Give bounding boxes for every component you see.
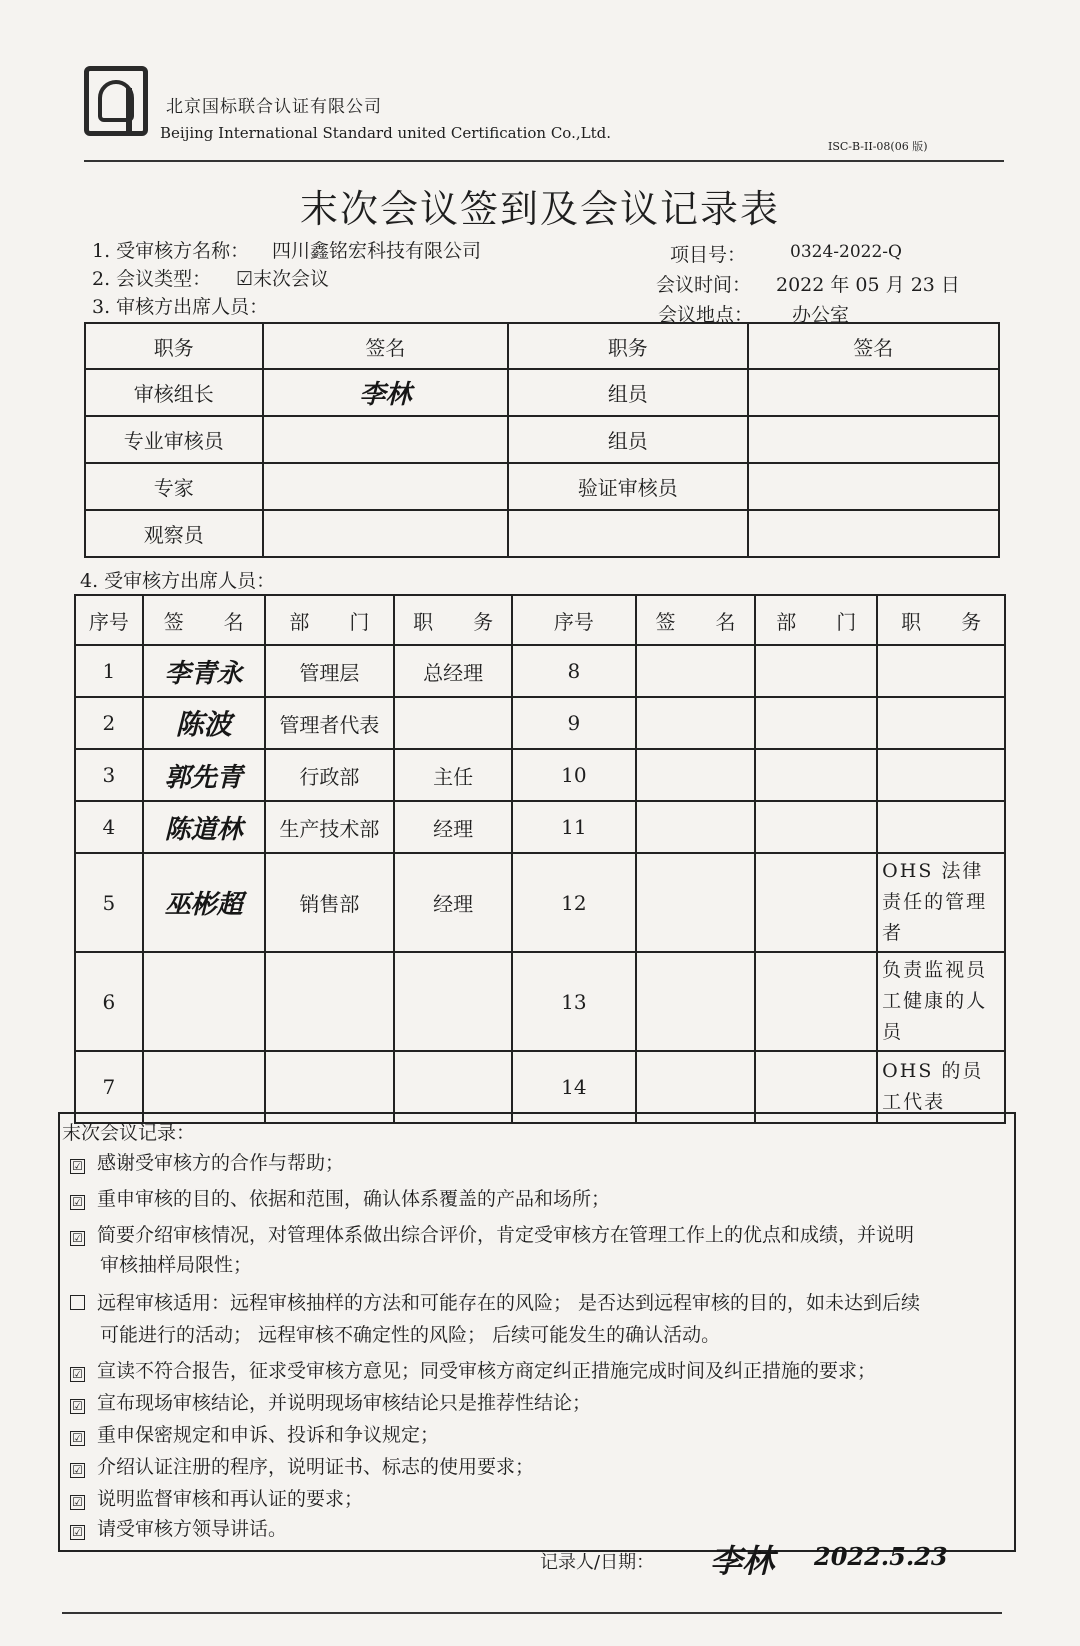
row-number: 8 [512,645,636,697]
table-row [75,853,1005,952]
note-item [70,1484,363,1514]
department-cell [755,853,877,952]
signature-cell [636,801,756,853]
row-number: 14 [512,1051,636,1123]
signature-cell [263,416,508,463]
role-cell: 组员 [508,416,747,463]
footer-divider [62,1612,1002,1614]
signature-cell [143,952,265,1051]
row-number: 9 [512,697,636,749]
checkbox-icon[interactable] [70,1295,85,1310]
header-department: 部 门 [755,595,877,645]
position-cell [394,952,512,1051]
role-cell: 观察员 [85,510,263,557]
position-cell [877,645,1005,697]
company-name-cn: 北京国标联合认证有限公司 [166,97,382,117]
department-cell [755,749,877,801]
meeting-type-value: ☑末次会议 [236,268,330,290]
project-number-label: 项目号： [670,244,747,266]
table-row [75,952,1005,1051]
note-item [70,1514,287,1544]
role-cell: 组员 [508,369,747,416]
position-cell [394,697,512,749]
header-divider [84,160,1004,162]
document-code: ISC-B-II-08(06 版) [828,140,928,153]
page-title: 末次会议签到及会议记录表 [300,187,781,231]
header-signature: 签名 [748,323,999,369]
meeting-place-value: 办公室 [792,304,850,326]
certification-logo-icon [84,66,148,136]
auditee-attendees-label: 4. 受审核方出席人员： [80,570,276,592]
note-item [70,1388,591,1418]
position-cell [877,801,1005,853]
position-cell: OHS 的员工代表 [877,1051,1005,1123]
position-cell: OHS 法律责任的管理者 [877,853,1005,952]
signature-cell [636,645,756,697]
signature-cell: 李青永 [143,645,265,697]
recorder-date: 2022.5.23 [814,1542,948,1571]
signature-cell [748,463,999,510]
signature-cell: 郭先青 [143,749,265,801]
department-cell [755,952,877,1051]
signature-cell: 陈道林 [143,801,265,853]
table-header-row [85,323,999,369]
position-cell [877,697,1005,749]
signature-cell [748,416,999,463]
row-number: 5 [75,853,143,952]
role-cell: 审核组长 [85,369,263,416]
row-number: 7 [75,1051,143,1123]
header-department: 部 门 [265,595,395,645]
department-cell: 生产技术部 [265,801,395,853]
signature-cell: 李林 [263,369,508,416]
header-no: 序号 [75,595,143,645]
recorder-date-label: 记录人/日期： [540,1552,655,1573]
note-text: 宣布现场审核结论，并说明现场审核结论只是推荐性结论； [97,1392,592,1414]
header-signature: 签 名 [143,595,265,645]
checkbox-icon[interactable]: ☑ [70,1495,85,1510]
note-item [70,1220,914,1250]
note-text: 远程审核适用：远程审核抽样的方法和可能存在的风险； 是否达到远程审核的目的，如未达到后续 [97,1292,921,1314]
row-number: 13 [512,952,636,1051]
signature-cell: 陈波 [143,697,265,749]
project-number-value: 0324-2022-Q [790,242,902,262]
signature-cell: 巫彬超 [143,853,265,952]
header-signature: 签 名 [636,595,756,645]
note-text: 重申保密规定和申诉、投诉和争议规定； [97,1424,440,1446]
table-row [75,697,1005,749]
checkbox-icon[interactable]: ☑ [70,1463,85,1478]
table-row [75,749,1005,801]
signature-cell [263,510,508,557]
note-text: 重申审核的目的、依据和范围，确认体系覆盖的产品和场所； [97,1188,611,1210]
note-text: 请受审核方领导讲话。 [97,1518,288,1540]
row-number: 10 [512,749,636,801]
note-text: 简要介绍审核情况，对管理体系做出综合评价，肯定受审核方在管理工作上的优点和成绩，并说明 [97,1224,915,1246]
signature-cell [263,463,508,510]
meeting-time-value: 2022 年 05 月 23 日 [776,274,960,296]
meeting-type-label: 2. 会议类型： [92,268,212,290]
row-number: 11 [512,801,636,853]
auditor-attendees-label: 3. 审核方出席人员： [92,296,269,318]
note-item-continued: 审核抽样局限性； [100,1254,253,1276]
note-item [70,1420,439,1450]
checkbox-icon[interactable]: ☑ [70,1431,85,1446]
note-item [70,1148,344,1178]
checkbox-icon[interactable]: ☑ [70,1231,85,1246]
department-cell [755,645,877,697]
signature-cell [748,510,999,557]
note-text: 说明监督审核和再认证的要求； [97,1488,364,1510]
role-cell: 专家 [85,463,263,510]
checkbox-icon[interactable]: ☑ [70,1159,85,1174]
note-item [70,1356,876,1386]
row-number: 12 [512,853,636,952]
department-cell [265,952,395,1051]
note-text: 宣读不符合报告，征求受审核方意见；同受审核方商定纠正措施完成时间及纠正措施的要求； [97,1360,877,1382]
meeting-time-label: 会议时间： [656,274,752,296]
row-number: 6 [75,952,143,1051]
recorder-signature: 李林 [710,1542,775,1580]
checkbox-icon[interactable]: ☑ [70,1195,85,1210]
row-number: 1 [75,645,143,697]
checkbox-icon[interactable]: ☑ [70,1399,85,1414]
department-cell [755,801,877,853]
position-cell: 负责监视员工健康的人员 [877,952,1005,1051]
position-cell: 经理 [394,853,512,952]
checkbox-icon[interactable]: ☑ [70,1525,85,1540]
role-cell [508,510,747,557]
note-text: 介绍认证注册的程序，说明证书、标志的使用要求； [97,1456,535,1478]
department-cell: 行政部 [265,749,395,801]
checkbox-icon[interactable]: ☑ [70,1367,85,1382]
auditee-name-label: 1. 受审核方名称： [92,240,250,262]
position-cell: 经理 [394,801,512,853]
table-row [75,645,1005,697]
row-number: 4 [75,801,143,853]
table-row [85,510,999,557]
note-item [70,1288,920,1318]
row-number: 3 [75,749,143,801]
meeting-place-label: 会议地点： [658,304,754,326]
header-no: 序号 [512,595,636,645]
role-cell: 验证审核员 [508,463,747,510]
auditee-attendance-table [74,594,1006,1124]
table-row [85,369,999,416]
header-role: 职务 [508,323,747,369]
signature-cell [636,853,756,952]
department-cell: 管理者代表 [265,697,395,749]
note-item [70,1184,610,1214]
position-cell: 主任 [394,749,512,801]
note-text: 感谢受审核方的合作与帮助； [97,1152,345,1174]
meeting-notes-title: 末次会议记录： [62,1122,196,1144]
auditee-name-value: 四川鑫铭宏科技有限公司 [272,240,482,262]
company-name-en: Beijing International Standard united Certification Co.,Ltd. [160,124,611,142]
note-item [70,1452,534,1482]
signature-cell [636,749,756,801]
department-cell: 销售部 [265,853,395,952]
table-row [85,416,999,463]
position-cell: 总经理 [394,645,512,697]
table-row [85,463,999,510]
signature-cell [748,369,999,416]
header-role: 职务 [85,323,263,369]
position-cell [877,749,1005,801]
note-item-continued: 可能进行的活动； 远程审核不确定性的风险； 后续可能发生的确认活动。 [100,1324,721,1346]
signature-cell [636,697,756,749]
auditor-attendance-table [84,322,1000,558]
row-number: 2 [75,697,143,749]
header-position: 职 务 [877,595,1005,645]
header-signature: 签名 [263,323,508,369]
table-header-row [75,595,1005,645]
role-cell: 专业审核员 [85,416,263,463]
signature-cell [636,952,756,1051]
header-position: 职 务 [394,595,512,645]
department-cell [755,697,877,749]
table-row [75,801,1005,853]
department-cell: 管理层 [265,645,395,697]
